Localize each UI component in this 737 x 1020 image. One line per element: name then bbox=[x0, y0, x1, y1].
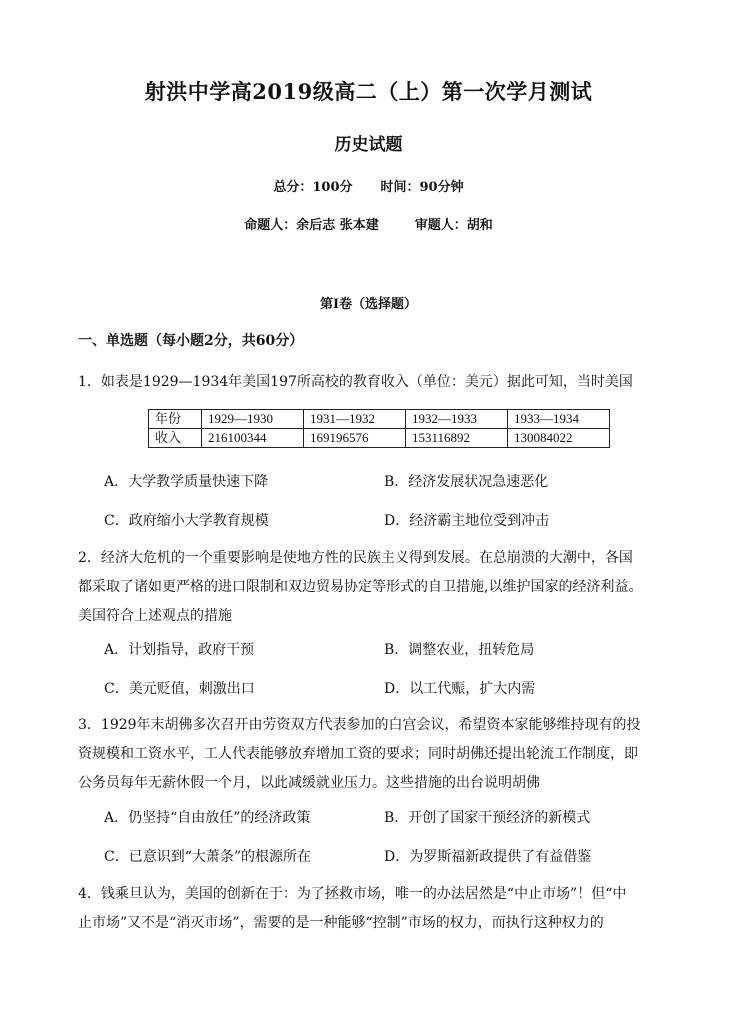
exam-authors bbox=[0, 214, 737, 233]
authors: 命题人：余后志 张本建 bbox=[244, 218, 379, 233]
table-cell: 153116892 bbox=[406, 429, 508, 448]
table-cell: 216100344 bbox=[202, 429, 304, 448]
stem-line: 2．经济大危机的一个重要影响是使地方性的民族主义得到发展。在总崩溃的大潮中，各国 bbox=[78, 550, 633, 566]
q1-option-d[interactable]: D．经济霸主地位受到冲击 bbox=[384, 513, 550, 529]
question-4-stem bbox=[78, 880, 668, 938]
table-header-label: 年份 bbox=[149, 410, 202, 429]
stem-line: 止市场”又不是“消灭市场”，需要的是一种能够“控制”市场的权力，而执行这种权力的 bbox=[78, 915, 604, 931]
question-1-stem: 1．如表是1929—1934年美国197所高校的教育收入（单位：美元）据此可知，当时美国 bbox=[78, 374, 633, 390]
stem-line: 4．钱乘旦认为，美国的创新在于：为了拯救市场，唯一的办法居然是“中止市场”！但“中 bbox=[78, 886, 627, 902]
table-cell: 1931—1932 bbox=[304, 410, 406, 429]
q2-option-a[interactable]: A．计划指导，政府干预 bbox=[104, 642, 255, 658]
table-row-label: 收入 bbox=[149, 429, 202, 448]
part-heading: 第Ⅰ卷（选择题） bbox=[319, 297, 418, 312]
exam-time: 时间：90分钟 bbox=[380, 180, 464, 195]
exam-meta bbox=[0, 176, 737, 195]
question-3-stem bbox=[78, 711, 668, 798]
table-cell: 169196576 bbox=[304, 429, 406, 448]
q3-option-b[interactable]: B．开创了国家干预经济的新模式 bbox=[384, 810, 591, 826]
stem-line: 3．1929年末胡佛多次召开由劳资双方代表参加的白宫会议，希望资本家能够维持现有的投 bbox=[78, 717, 641, 733]
income-table bbox=[148, 409, 610, 448]
section-heading: 一、单选题（每小题2分，共60分） bbox=[78, 333, 304, 349]
q3-option-a[interactable]: A．仍坚持“自由放任”的经济政策 bbox=[104, 810, 311, 826]
stem-line: 美国符合上述观点的措施 bbox=[78, 608, 232, 624]
stem-line: 资规模和工资水平，工人代表能够放弃增加工资的要求；同时胡佛还提出轮流工作制度，即 bbox=[78, 746, 638, 762]
q3-option-c[interactable]: C．已意识到“大萧条”的根源所在 bbox=[104, 849, 312, 865]
table-row bbox=[149, 410, 610, 429]
page-title: 射洪中学高2019级高二（上）第一次学月测试 bbox=[144, 79, 593, 104]
page-subtitle: 历史试题 bbox=[334, 135, 403, 155]
q2-option-c[interactable]: C．美元贬值，刺激出口 bbox=[104, 681, 255, 697]
q1-option-c[interactable]: C．政府缩小大学教育规模 bbox=[104, 513, 269, 529]
q1-option-b[interactable]: B．经济发展状况急速恶化 bbox=[384, 474, 549, 490]
stem-line: 公务员每年无薪休假一个月，以此减缓就业压力。这些措施的出台说明胡佛 bbox=[78, 775, 540, 791]
table-cell: 1929—1930 bbox=[202, 410, 304, 429]
q2-option-b[interactable]: B．调整农业，扭转危局 bbox=[384, 642, 535, 658]
stem-line: 都采取了诸如更严格的进口限制和双边贸易协定等形式的自卫措施,以维护国家的经济利益。 bbox=[78, 579, 643, 595]
question-2-stem bbox=[78, 544, 668, 631]
table-cell: 1933—1934 bbox=[508, 410, 610, 429]
table-row bbox=[149, 429, 610, 448]
reviewer: 审题人：胡和 bbox=[414, 218, 493, 233]
q1-option-a[interactable]: A．大学教学质量快速下降 bbox=[104, 474, 269, 490]
q3-option-d[interactable]: D．为罗斯福新政提供了有益借鉴 bbox=[384, 849, 592, 865]
total-score: 总分：100分 bbox=[273, 180, 353, 195]
table-cell: 1932—1933 bbox=[406, 410, 508, 429]
table-cell: 130084022 bbox=[508, 429, 610, 448]
q2-option-d[interactable]: D．以工代赈，扩大内需 bbox=[384, 681, 536, 697]
